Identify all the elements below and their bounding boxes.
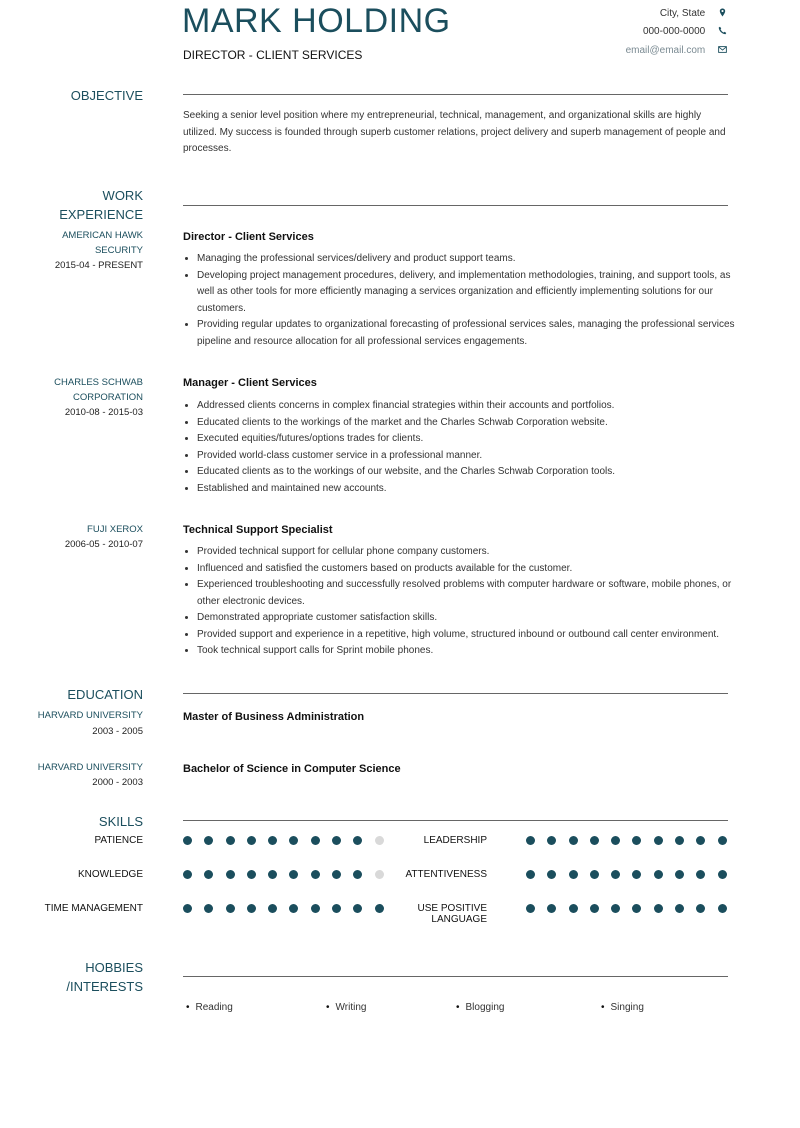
rating-dot-filled [289,904,298,913]
rating-dot-filled [226,904,235,913]
rating-dot-filled [226,870,235,879]
list-item: • Educated clients to the workings of the market and the Charles Schwab Corporation website. [197,415,742,432]
list-item: • Took technical support calls for Sprint mobile phones. [197,643,742,660]
rating-dot-filled [332,904,341,913]
rating-dot-filled [590,870,599,879]
job-duties [183,544,742,660]
rating-dot-filled [289,870,298,879]
skill-name: LEADERSHIP [423,835,487,846]
contact-location [660,7,728,21]
section-divider [183,820,728,821]
rating-dot-filled [183,904,192,913]
section-divider [183,94,728,95]
rating-dot-filled [718,836,727,845]
section-divider [183,693,728,694]
list-item: • Influenced and satisfied the customers based on products available for the customer. [197,561,742,578]
rating-dot-filled [353,836,362,845]
objective-text: Seeking a senior level position where my entrepreneurial, technical, management, and organizational skills are highly utilized. My success is founded through superb customer relations, project delivery and superb management of people and processes. [183,110,726,154]
rating-dot-filled [526,836,535,845]
rating-dot-filled [204,904,213,913]
education-degree: Master of Business Administration [183,711,365,723]
rating-dot-filled [268,904,277,913]
job-duties [183,251,742,350]
rating-dot-filled [611,904,620,913]
skill-rating [526,870,739,879]
list-item: • Provided world-class customer service in a professional manner. [197,448,742,465]
rating-dot-filled [204,870,213,879]
rating-dot-filled [696,904,705,913]
job-organization: AMERICAN HAWK SECURITY [62,230,143,256]
list-item: • Experienced troubleshooting and successfully resolved problems with computer hardware or software, mobile phones, or other electronic devices. [197,577,742,610]
list-item: • Developing project management procedures, delivery, and implementation methodologies, training, and support tools, as well as other tools for more efficiently managing a services organization and efficiently implementing solutions for our customers. [197,268,742,318]
list-item: • Provided support and experience in a repetitive, high volume, structured inbound or outbound call center environment. [197,627,742,644]
rating-dot-filled [654,836,663,845]
job-role: Director - Client Services [183,231,314,243]
rating-dot-filled [611,870,620,879]
list-item: • Demonstrated appropriate customer satisfaction skills. [197,610,742,627]
phone-icon [716,25,728,39]
skill-rating [183,904,396,913]
list-item: • Managing the professional services/delivery and product support teams. [197,251,742,268]
hobby-item: • Writing [326,1001,366,1015]
job-role: Technical Support Specialist [183,524,333,536]
section-title-line: /INTERESTS [66,979,143,994]
rating-dot-filled [632,870,641,879]
rating-dot-filled [569,836,578,845]
rating-dot-filled [696,870,705,879]
education-dates: 2003 - 2005 [92,726,143,737]
job-organization: CHARLES SCHWAB CORPORATION [54,377,143,403]
rating-dot-filled [654,870,663,879]
rating-dot-filled [696,836,705,845]
list-item: • Educated clients as to the workings of our website, and the Charles Schwab Corporation tools. [197,464,742,481]
education-institution: HARVARD UNIVERSITY [37,762,143,773]
rating-dot-filled [353,870,362,879]
skill-rating [526,904,739,913]
skill-rating [526,836,739,845]
rating-dot-filled [247,836,256,845]
envelope-icon [716,44,728,58]
rating-dot-filled [632,904,641,913]
rating-dot-filled [247,904,256,913]
section-title-line: EXPERIENCE [59,207,143,222]
rating-dot-filled [547,836,556,845]
section-title-line: WORK [102,188,143,203]
candidate-name: MARK HOLDING [182,2,451,40]
rating-dot-filled [526,870,535,879]
rating-dot-filled [204,836,213,845]
section-title-hobbies [66,958,143,996]
skill-name [418,903,487,925]
section-title-skills: SKILLS [98,814,143,829]
skill-name: TIME MANAGEMENT [44,903,143,914]
list-item: • Addressed clients concerns in complex financial strategies within their accounts and portfolios. [197,398,742,415]
rating-dot-filled [332,870,341,879]
rating-dot-filled [590,836,599,845]
skill-name-line: USE POSITIVE [417,903,487,914]
list-item: • Executed equities/futures/options trades for clients. [197,431,742,448]
rating-dot-empty [375,836,384,845]
education-institution: HARVARD UNIVERSITY [37,710,143,721]
list-item: • Established and maintained new accounts. [197,481,742,498]
rating-dot-filled [569,870,578,879]
rating-dot-filled [632,836,641,845]
email-link[interactable]: email@email.com [625,45,706,56]
rating-dot-filled [718,870,727,879]
rating-dot-filled [183,836,192,845]
contact-phone [643,25,728,39]
hobby-item: • Singing [601,1001,644,1015]
skill-name-line: LANGUAGE [431,914,487,925]
rating-dot-filled [311,836,320,845]
rating-dot-filled [311,904,320,913]
skill-name: ATTENTIVENESS [405,869,487,880]
skill-name: KNOWLEDGE [77,869,143,880]
rating-dot-empty [375,870,384,879]
rating-dot-filled [311,870,320,879]
rating-dot-filled [569,904,578,913]
section-divider [183,205,728,206]
skill-name: PATIENCE [94,835,143,846]
rating-dot-filled [268,870,277,879]
map-pin-icon [716,7,728,21]
rating-dot-filled [675,870,684,879]
education-degree: Bachelor of Science in Computer Science [183,763,401,775]
rating-dot-filled [353,904,362,913]
rating-dot-filled [226,836,235,845]
skill-rating [183,836,396,845]
job-dates: 2006-05 - 2010-07 [64,539,143,550]
job-role: Manager - Client Services [183,377,317,389]
rating-dot-filled [547,904,556,913]
location-text: City, State [659,8,706,19]
phone-text: 000-000-0000 [642,26,706,37]
section-title-work-experience [59,186,143,224]
rating-dot-filled [718,904,727,913]
hobby-item: • Blogging [456,1001,504,1015]
rating-dot-filled [675,836,684,845]
job-dates: 2015-04 - PRESENT [54,260,143,271]
rating-dot-filled [675,904,684,913]
section-divider [183,976,728,977]
job-organization: FUJI XEROX [87,524,143,535]
list-item: • Providing regular updates to organizational forecasting of professional services sales, managing the professional services pipeline and resource allocation for all professional services engagements. [197,317,742,350]
job-duties [183,398,742,497]
section-title-objective: OBJECTIVE [70,88,143,103]
rating-dot-filled [268,836,277,845]
rating-dot-filled [332,836,341,845]
rating-dot-filled [547,870,556,879]
rating-dot-filled [375,904,384,913]
rating-dot-filled [183,870,192,879]
rating-dot-filled [526,904,535,913]
section-title-line: HOBBIES [85,960,143,975]
rating-dot-filled [611,836,620,845]
rating-dot-filled [590,904,599,913]
rating-dot-filled [654,904,663,913]
education-dates: 2000 - 2003 [92,777,143,788]
candidate-title: DIRECTOR - CLIENT SERVICES [183,48,363,62]
job-dates: 2010-08 - 2015-03 [64,407,143,418]
skill-rating [183,870,396,879]
section-title-education: EDUCATION [67,687,143,702]
contact-email[interactable] [626,44,728,58]
hobby-item: • Reading [186,1001,233,1015]
list-item: • Provided technical support for cellular phone company customers. [197,544,742,561]
rating-dot-filled [247,870,256,879]
rating-dot-filled [289,836,298,845]
